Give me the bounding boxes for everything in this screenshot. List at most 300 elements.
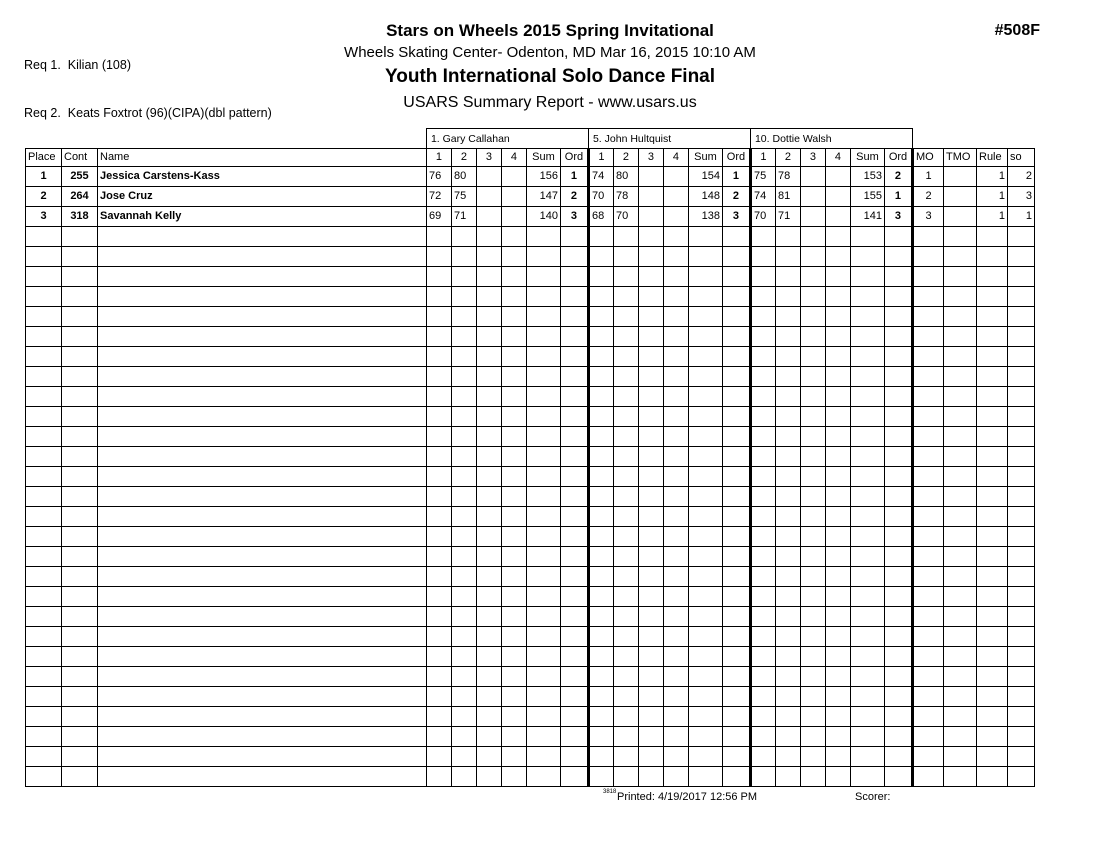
mo-cell: 2 — [913, 186, 944, 206]
sum-cell — [526, 526, 560, 546]
score-cell — [750, 346, 775, 366]
score-cell — [638, 626, 663, 646]
score-cell: 74 — [750, 186, 775, 206]
ord-cell: 2 — [884, 166, 912, 186]
sum-cell — [526, 446, 560, 466]
score-cell — [613, 506, 638, 526]
sum-cell — [688, 546, 722, 566]
sum-cell — [850, 566, 884, 586]
sum-cell — [526, 606, 560, 626]
tmo-cell — [944, 366, 977, 386]
score-cell — [638, 246, 663, 266]
score-cell — [613, 546, 638, 566]
rule-cell — [977, 686, 1008, 706]
ord-cell — [560, 746, 588, 766]
rule-cell — [977, 746, 1008, 766]
score-cell — [476, 586, 501, 606]
score-cell — [426, 286, 451, 306]
ord-cell — [884, 506, 912, 526]
score-cell — [638, 306, 663, 326]
mo-cell — [913, 266, 944, 286]
ord-cell — [884, 366, 912, 386]
score-cell — [451, 626, 476, 646]
sum-cell: 153 — [850, 166, 884, 186]
score-cell — [588, 706, 613, 726]
mo-cell — [913, 466, 944, 486]
place-cell: 1 — [26, 166, 62, 186]
header-cell-name: Name — [98, 148, 427, 166]
score-cell — [800, 306, 825, 326]
tmo-cell — [944, 766, 977, 786]
score-cell — [638, 666, 663, 686]
score-cell — [588, 506, 613, 526]
so-cell — [1008, 606, 1035, 626]
cont-cell — [62, 446, 98, 466]
sum-cell — [526, 726, 560, 746]
sum-cell — [688, 286, 722, 306]
score-cell — [750, 646, 775, 666]
score-cell — [825, 446, 850, 466]
place-cell — [26, 666, 62, 686]
ord-cell — [884, 226, 912, 246]
mo-cell — [913, 426, 944, 446]
rule-cell — [977, 526, 1008, 546]
ord-cell — [884, 486, 912, 506]
ord-cell — [722, 746, 750, 766]
so-cell — [1008, 246, 1035, 266]
sum-cell: 138 — [688, 206, 722, 226]
score-cell — [775, 546, 800, 566]
sum-cell — [526, 246, 560, 266]
table-row — [26, 686, 1035, 706]
tmo-cell — [944, 166, 977, 186]
ord-cell — [722, 586, 750, 606]
sum-cell: 140 — [526, 206, 560, 226]
cont-cell — [62, 466, 98, 486]
score-cell: 78 — [775, 166, 800, 186]
header-cell-tmo: TMO — [944, 148, 977, 166]
sum-cell — [688, 246, 722, 266]
score-cell — [638, 346, 663, 366]
tmo-cell — [944, 186, 977, 206]
place-cell — [26, 646, 62, 666]
mo-cell — [913, 646, 944, 666]
so-cell: 2 — [1008, 166, 1035, 186]
score-cell — [663, 646, 688, 666]
place-cell — [26, 726, 62, 746]
score-cell — [800, 426, 825, 446]
score-cell — [638, 426, 663, 446]
score-cell — [825, 366, 850, 386]
ord-cell — [884, 626, 912, 646]
score-cell — [501, 246, 526, 266]
table-row — [26, 386, 1035, 406]
venue-date-line: Wheels Skating Center- Odenton, MD Mar 16, 2015 10:10 AM — [344, 44, 756, 62]
sum-cell — [526, 686, 560, 706]
judge-header-spacer — [913, 129, 1035, 149]
mo-cell — [913, 746, 944, 766]
score-cell — [613, 306, 638, 326]
score-cell — [775, 706, 800, 726]
header-cell-judge-sum: Sum — [850, 148, 884, 166]
cont-cell — [62, 546, 98, 566]
score-cell — [476, 326, 501, 346]
rule-cell — [977, 306, 1008, 326]
ord-cell — [722, 506, 750, 526]
score-cell — [451, 566, 476, 586]
place-cell — [26, 706, 62, 726]
place-cell — [26, 746, 62, 766]
score-cell — [663, 686, 688, 706]
score-cell — [451, 446, 476, 466]
score-cell: 70 — [613, 206, 638, 226]
score-cell — [476, 506, 501, 526]
score-cell — [663, 626, 688, 646]
score-cell — [451, 586, 476, 606]
ord-cell — [560, 246, 588, 266]
score-cell — [638, 406, 663, 426]
header-cell-cont: Cont — [62, 148, 98, 166]
score-cell — [476, 426, 501, 446]
mo-cell — [913, 306, 944, 326]
rule-cell — [977, 386, 1008, 406]
header-cell-judge-sum: Sum — [688, 148, 722, 166]
place-cell — [26, 446, 62, 466]
score-cell — [426, 366, 451, 386]
score-cell — [775, 346, 800, 366]
score-cell — [476, 226, 501, 246]
mo-cell — [913, 246, 944, 266]
cont-cell — [62, 306, 98, 326]
sum-cell — [688, 366, 722, 386]
score-cell — [426, 666, 451, 686]
place-cell — [26, 626, 62, 646]
score-cell — [825, 686, 850, 706]
header-cell-judge-4: 4 — [825, 148, 850, 166]
score-cell — [638, 286, 663, 306]
score-cell — [613, 326, 638, 346]
score-cell — [775, 486, 800, 506]
score-cell — [501, 186, 526, 206]
event-number: #508F — [994, 22, 1040, 39]
score-cell — [663, 766, 688, 786]
sum-cell — [526, 486, 560, 506]
score-cell — [800, 326, 825, 346]
score-cell — [825, 526, 850, 546]
ord-cell — [560, 266, 588, 286]
score-cell — [825, 706, 850, 726]
score-cell — [638, 466, 663, 486]
ord-cell — [884, 746, 912, 766]
ord-cell — [722, 726, 750, 746]
score-cell — [663, 426, 688, 446]
score-cell — [451, 466, 476, 486]
tmo-cell — [944, 406, 977, 426]
score-cell — [825, 646, 850, 666]
mo-cell — [913, 686, 944, 706]
score-cell — [451, 686, 476, 706]
score-cell — [476, 186, 501, 206]
sum-cell — [850, 586, 884, 606]
score-cell — [613, 626, 638, 646]
score-cell — [476, 266, 501, 286]
sum-cell — [850, 306, 884, 326]
score-cell — [451, 226, 476, 246]
score-cell — [476, 626, 501, 646]
so-cell — [1008, 686, 1035, 706]
cont-cell — [62, 526, 98, 546]
table-row — [26, 646, 1035, 666]
score-cell — [426, 426, 451, 446]
score-cell — [451, 666, 476, 686]
score-cell — [775, 306, 800, 326]
score-cell — [825, 726, 850, 746]
score-cell — [588, 366, 613, 386]
ord-cell — [722, 326, 750, 346]
sum-cell — [688, 326, 722, 346]
ord-cell: 3 — [560, 206, 588, 226]
sum-cell — [688, 466, 722, 486]
score-cell — [613, 346, 638, 366]
score-cell — [825, 306, 850, 326]
mo-cell — [913, 446, 944, 466]
mo-cell — [913, 366, 944, 386]
rule-cell — [977, 586, 1008, 606]
so-cell — [1008, 506, 1035, 526]
rule-cell — [977, 226, 1008, 246]
score-cell — [426, 526, 451, 546]
ord-cell — [884, 246, 912, 266]
so-cell — [1008, 586, 1035, 606]
score-cell — [426, 246, 451, 266]
score-cell — [501, 746, 526, 766]
ord-cell — [884, 686, 912, 706]
tmo-cell — [944, 546, 977, 566]
mo-cell — [913, 566, 944, 586]
cont-cell — [62, 566, 98, 586]
judge-name-cell: 1. Gary Callahan — [426, 129, 588, 149]
req-1-label: Req 1. Kilian (108) — [24, 57, 132, 72]
score-cell — [825, 286, 850, 306]
cont-cell — [62, 366, 98, 386]
ord-cell — [560, 386, 588, 406]
place-cell — [26, 426, 62, 446]
name-cell: Jose Cruz — [98, 186, 427, 206]
score-cell — [426, 746, 451, 766]
event-category-title: Youth International Solo Dance Final — [384, 66, 716, 88]
place-cell — [26, 506, 62, 526]
score-cell — [825, 486, 850, 506]
header-cell-judge-4: 4 — [501, 148, 526, 166]
ord-cell — [560, 486, 588, 506]
sum-cell — [526, 646, 560, 666]
cont-cell — [62, 706, 98, 726]
score-cell — [613, 726, 638, 746]
score-cell — [588, 406, 613, 426]
score-cell — [800, 366, 825, 386]
score-cell — [613, 526, 638, 546]
rule-cell: 1 — [977, 186, 1008, 206]
score-cell — [588, 386, 613, 406]
score-cell — [638, 226, 663, 246]
score-cell — [451, 426, 476, 446]
sum-cell — [688, 386, 722, 406]
score-cell — [800, 626, 825, 646]
so-cell — [1008, 546, 1035, 566]
score-cell — [613, 486, 638, 506]
score-cell — [501, 686, 526, 706]
rule-cell — [977, 326, 1008, 346]
ord-cell — [722, 666, 750, 686]
score-cell — [476, 406, 501, 426]
score-cell — [800, 346, 825, 366]
score-cell: 80 — [451, 166, 476, 186]
score-cell — [426, 326, 451, 346]
sum-cell — [526, 506, 560, 526]
score-cell: 78 — [613, 186, 638, 206]
score-cell — [476, 446, 501, 466]
score-cell — [800, 266, 825, 286]
ord-cell — [884, 666, 912, 686]
score-cell — [663, 246, 688, 266]
so-cell — [1008, 706, 1035, 726]
score-cell — [800, 566, 825, 586]
name-cell — [98, 266, 427, 286]
score-cell — [800, 606, 825, 626]
place-cell: 2 — [26, 186, 62, 206]
tmo-cell — [944, 646, 977, 666]
sum-cell — [688, 746, 722, 766]
table-row — [26, 706, 1035, 726]
table-row — [26, 526, 1035, 546]
score-cell — [613, 426, 638, 446]
ord-cell — [722, 526, 750, 546]
score-cell — [825, 246, 850, 266]
score-cell — [775, 566, 800, 586]
score-cell — [501, 326, 526, 346]
rule-cell: 1 — [977, 166, 1008, 186]
score-cell — [613, 566, 638, 586]
score-cell — [501, 766, 526, 786]
score-cell — [750, 686, 775, 706]
score-cell: 71 — [775, 206, 800, 226]
score-cell — [800, 746, 825, 766]
ord-cell — [560, 606, 588, 626]
table-row — [26, 186, 1035, 206]
sum-cell — [850, 326, 884, 346]
place-cell — [26, 546, 62, 566]
tmo-cell — [944, 266, 977, 286]
cont-cell — [62, 406, 98, 426]
table-row — [26, 746, 1035, 766]
ord-cell — [722, 646, 750, 666]
rule-cell — [977, 766, 1008, 786]
score-cell — [750, 406, 775, 426]
sum-cell — [688, 586, 722, 606]
sum-cell — [526, 406, 560, 426]
ord-cell — [884, 446, 912, 466]
name-cell — [98, 586, 427, 606]
score-cell — [426, 406, 451, 426]
score-cell — [588, 226, 613, 246]
name-cell — [98, 426, 427, 446]
mo-cell — [913, 506, 944, 526]
score-cell — [426, 646, 451, 666]
sum-cell — [850, 746, 884, 766]
cont-cell — [62, 326, 98, 346]
score-cell: 76 — [426, 166, 451, 186]
score-cell — [825, 566, 850, 586]
score-cell — [825, 346, 850, 366]
rule-cell — [977, 246, 1008, 266]
ord-cell — [722, 426, 750, 446]
ord-cell — [560, 506, 588, 526]
table-row — [26, 726, 1035, 746]
score-cell — [426, 306, 451, 326]
so-cell — [1008, 766, 1035, 786]
score-cell — [775, 506, 800, 526]
summary-table — [25, 128, 1035, 787]
cont-cell — [62, 346, 98, 366]
tmo-cell — [944, 326, 977, 346]
rule-cell — [977, 666, 1008, 686]
ord-cell — [560, 286, 588, 306]
header-cell-judge-ord: Ord — [560, 148, 588, 166]
name-cell — [98, 346, 427, 366]
score-cell — [476, 366, 501, 386]
sum-cell: 148 — [688, 186, 722, 206]
score-cell — [750, 386, 775, 406]
table-row — [26, 166, 1035, 186]
header-cell-judge-3: 3 — [638, 148, 663, 166]
score-cell — [825, 606, 850, 626]
footer — [25, 789, 1035, 805]
score-cell — [613, 286, 638, 306]
score-cell — [825, 426, 850, 446]
score-cell: 69 — [426, 206, 451, 226]
score-cell — [451, 306, 476, 326]
table-row — [26, 486, 1035, 506]
header-cell-judge-3: 3 — [800, 148, 825, 166]
score-cell — [663, 326, 688, 346]
score-cell — [825, 206, 850, 226]
sum-cell — [850, 406, 884, 426]
score-cell — [800, 506, 825, 526]
ord-cell — [722, 766, 750, 786]
so-cell — [1008, 646, 1035, 666]
score-cell — [638, 266, 663, 286]
score-cell — [451, 606, 476, 626]
footer-code: 3818 — [603, 788, 617, 795]
sum-cell — [688, 606, 722, 626]
so-cell — [1008, 746, 1035, 766]
score-cell — [750, 426, 775, 446]
so-cell — [1008, 306, 1035, 326]
score-cell — [476, 566, 501, 586]
score-cell — [638, 526, 663, 546]
score-cell — [613, 706, 638, 726]
sum-cell — [850, 626, 884, 646]
so-cell — [1008, 466, 1035, 486]
ord-cell — [884, 386, 912, 406]
rule-cell — [977, 346, 1008, 366]
score-cell — [638, 726, 663, 746]
score-cell — [476, 726, 501, 746]
score-cell — [613, 406, 638, 426]
mo-cell — [913, 666, 944, 686]
score-cell — [663, 226, 688, 246]
score-cell — [501, 166, 526, 186]
